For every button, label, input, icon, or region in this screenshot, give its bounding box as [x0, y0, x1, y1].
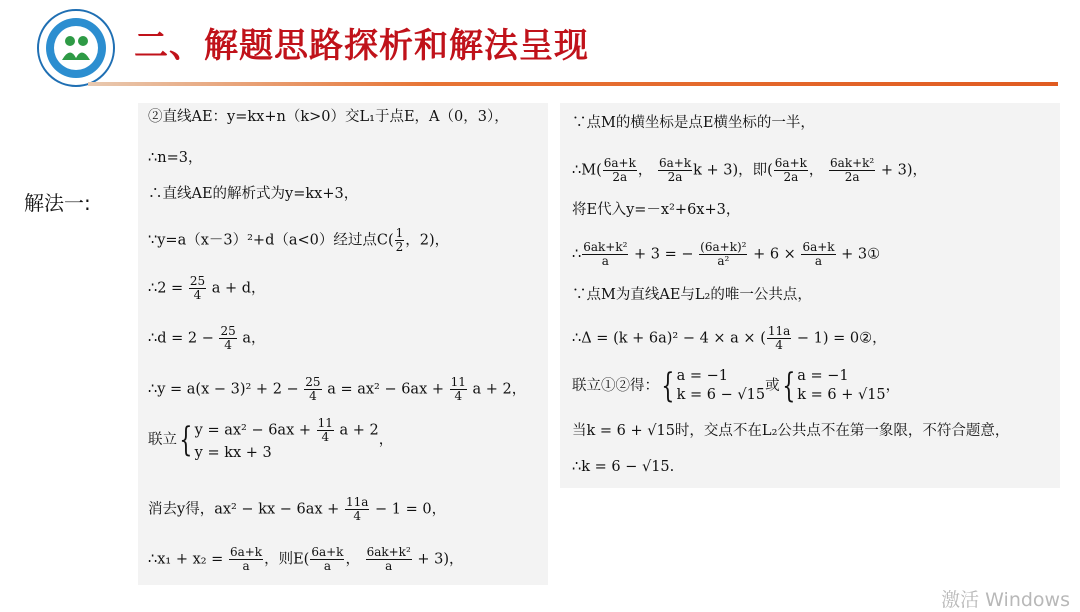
- right-line-8: 当k = 6 + √15时，交点不在L₂公共点不在第一象限，不符合题意，: [572, 423, 1010, 439]
- left-line-1: ②直线AE：y=kx+n（k>0）交L₁于点E，A（0，3），: [148, 109, 509, 125]
- right-line-5: ∵点M为直线AE与L₂的唯一公共点，: [572, 287, 812, 303]
- left-line-4: ∵y=a（x－3）²+d（a<0）经过点C( $\frac{1}{2}$ ，2)，: [148, 226, 450, 254]
- right-line-4: ∴ $\frac{\text{6ak+k²}}{a}$ + 3 = − $\frac{\text{(6a+k)²}}{\text{a²}}$ + 6 × $\frac{6a+k}{a}$ + 3①: [572, 240, 881, 268]
- left-line-6: ∴d = 2 − $\frac{25}{4}$ a，: [148, 324, 266, 352]
- right-line-9: ∴k = 6 − √15.: [572, 459, 675, 475]
- left-line-5: ∴2 = $\frac{25}{4}$ a + d，: [148, 274, 266, 302]
- right-line-2: ∴M( $\frac{6a+k}{2a}$ ， $\frac{6a+k}{2a}$ k + 3)，即( $\frac{6a+k}{2a}$ ， $\frac{\text{6ak+k²}}{2a}$ + 3)，: [572, 156, 927, 184]
- left-solution-panel: [138, 103, 548, 585]
- page-title: 二、解题思路探析和解法呈现: [134, 26, 589, 66]
- right-line-1: ∵点M的横坐标是点E横坐标的一半，: [572, 115, 815, 131]
- left-line-2: ∴n=3，: [148, 150, 203, 166]
- right-line-6: ∴Δ = (k + 6a)² − 4 × a × ( $\frac{11a}{4}$ − 1) = 0②，: [572, 324, 887, 352]
- right-line-3: 将E代入y=－x²+6x+3，: [572, 202, 741, 218]
- right-solution-panel: [560, 103, 1060, 488]
- studio-logo: [36, 8, 116, 88]
- left-line-7: ∴y = a(x − 3)² + 2 − $\frac{25}{4}$ a = ax² − 6ax + $\frac{11}{4}$ a + 2，: [148, 375, 527, 403]
- left-line-10: ∴x₁ + x₂ = $\frac{6a+k}{a}$ ，则E( $\frac{6a+k}{a}$ ， $\frac{\text{6ak+k²}}{a}$ + 3)，: [148, 545, 464, 573]
- left-line-3: ∴直线AE的解析式为y=kx+3，: [148, 186, 359, 202]
- left-line-8-system: 联立{ y = ax² − 6ax + $\frac{11}{4}$ a + 2 y = kx + 3 ，: [148, 416, 394, 461]
- method-label: 解法一:: [24, 191, 91, 215]
- windows-activation-watermark: 激活 Windows: [941, 589, 1070, 611]
- title-divider: [88, 82, 1058, 86]
- left-line-9: 消去y得，ax² − kx − 6ax + $\frac{11a}{4}$ − 1 = 0，: [148, 495, 447, 523]
- right-line-7: 联立①②得：{ a = −1 k = 6 − √15 或{ a = −1 k = 6 + √15 ，: [572, 366, 901, 406]
